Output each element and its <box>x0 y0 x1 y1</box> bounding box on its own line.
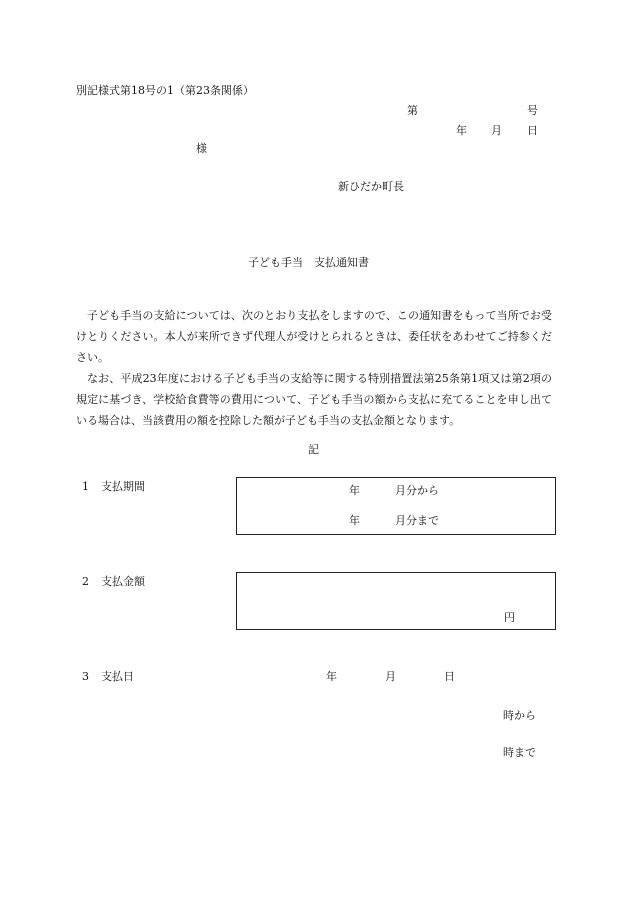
period-to-month: 月分まで <box>395 514 439 527</box>
amount-box <box>236 572 556 630</box>
body-paragraph-1: 子ども手当の支給については、次のとおり支払をしますので、この通知書をもって当所でお受けとりください。本人が来所できず代理人が受けとられるときは、委任状をあわせてご持参ください。 <box>76 309 552 364</box>
number-suffix: 号 <box>527 104 538 117</box>
number-prefix: 第 <box>407 104 418 117</box>
item-2-label: 支払金額 <box>101 575 145 588</box>
date-year: 年 <box>456 124 467 137</box>
period-from-month: 月分から <box>395 484 439 497</box>
date-month: 月 <box>491 124 502 137</box>
item-2-number: 2 <box>82 575 89 588</box>
payday-year: 年 <box>326 670 337 683</box>
period-to-year: 年 <box>349 514 360 527</box>
date-day: 日 <box>527 124 538 137</box>
period-from-year: 年 <box>349 484 360 497</box>
item-3-label: 支払日 <box>101 670 134 683</box>
item-1-number: 1 <box>82 480 89 493</box>
item-1-label: 支払期間 <box>101 480 145 493</box>
addressee-suffix: 様 <box>196 142 207 155</box>
item-3-number: 3 <box>82 670 89 683</box>
ki-heading: 記 <box>308 443 319 456</box>
form-id: 別記様式第18号の1（第23条関係） <box>76 84 254 97</box>
issuer: 新ひだか町長 <box>338 180 404 193</box>
amount-unit: 円 <box>504 611 515 624</box>
payday-month: 月 <box>385 670 396 683</box>
period-box <box>236 477 556 535</box>
body-paragraph-2: なお、平成23年度における子ども手当の支給等に関する特別措置法第25条第1項又は第2項の規定に基づき、学校給食費等の費用について、子ども手当の額から支払に充てることを申し出ている場合は、当該費用の額を控除した額が子ども手当の支払金額となります。 <box>76 372 552 427</box>
payday-day: 日 <box>444 670 455 683</box>
payday-time-from: 時から <box>503 709 536 722</box>
payday-time-to: 時まで <box>503 746 536 759</box>
document-title: 子ども手当 支払通知書 <box>248 256 369 269</box>
